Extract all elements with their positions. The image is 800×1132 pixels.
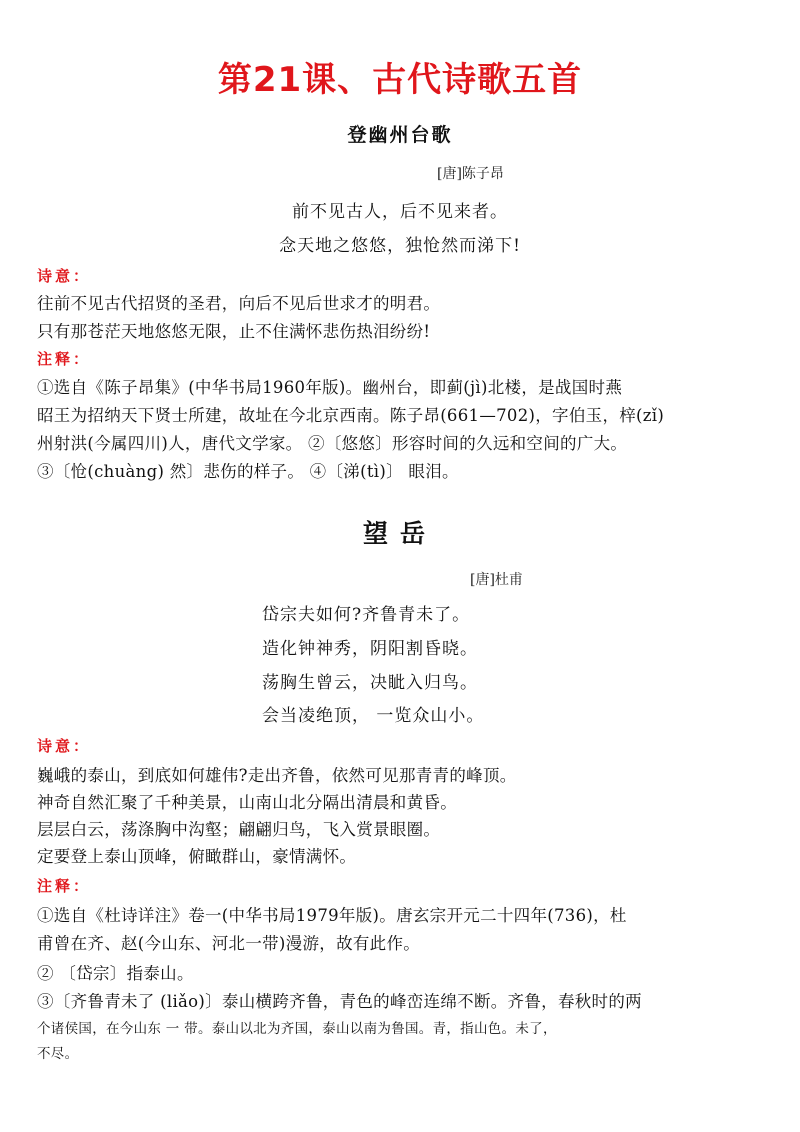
- verse-line: 念天地之悠悠，独怆然而涕下!: [279, 236, 521, 256]
- note-line: ①选自《陈子昂集》(中华书局1960年版)。幽州台，即蓟(jì)北楼，是战国时燕: [37, 378, 623, 397]
- meaning-line: 定要登上泰山顶峰，俯瞰群山，豪情满怀。: [37, 847, 357, 866]
- verse-line: 前不见古人，后不见来者。: [292, 202, 508, 222]
- verse-line: 会当凌绝顶， 一览众山小。: [262, 706, 485, 726]
- poem-title: 登幽州台歌: [347, 124, 453, 146]
- note-line: 昭王为招纳天下贤士所建，故址在今北京西南。陈子昂(661—702)，字伯玉，梓(zǐ): [37, 406, 665, 425]
- poem-author: [唐]杜甫: [470, 572, 523, 588]
- meaning-line: 层层白云，荡涤胸中沟壑；翩翩归鸟，飞入赏景眼圈。: [37, 820, 441, 839]
- meaning-label: 诗意：: [37, 737, 92, 755]
- note-line: ③〔怆(chuàng) 然〕悲伤的样子。 ④〔涕(tì)〕 眼泪。: [37, 462, 459, 481]
- notes-label: 注释：: [37, 350, 92, 368]
- notes-label: 注释：: [37, 877, 92, 895]
- note-line: 甫曾在齐、赵(今山东、河北一带)漫游，故有此作。: [37, 934, 421, 953]
- note-line: 不尽。: [37, 1046, 79, 1062]
- meaning-line: 巍峨的泰山，到底如何雄伟?走出齐鲁，依然可见那青青的峰顶。: [37, 766, 517, 785]
- verse-line: 造化钟神秀，阴阳割昏晓。: [262, 639, 478, 659]
- lesson-title: 第21课、古代诗歌五首: [217, 60, 583, 100]
- verse-line: 荡胸生曾云，决眦入归鸟。: [262, 673, 478, 693]
- note-line: ② 〔岱宗〕指泰山。: [37, 964, 194, 983]
- meaning-line: 往前不见古代招贤的圣君，向后不见后世求才的明君。: [37, 294, 441, 313]
- meaning-line: 神奇自然汇聚了千种美景，山南山北分隔出清晨和黄昏。: [37, 793, 457, 812]
- poem-title: 望岳: [362, 519, 437, 548]
- verse-line: 岱宗夫如何?齐鲁青未了。: [262, 605, 471, 625]
- note-line: 个诸侯国，在今山东 一 带。泰山以北为齐国，泰山以南为鲁国。青，指山色。未了，: [37, 1021, 557, 1037]
- note-line: 州射洪(今属四川)人，唐代文学家。 ②〔悠悠〕形容时间的久远和空间的广大。: [37, 434, 628, 453]
- meaning-line: 只有那苍茫天地悠悠无限，止不住满怀悲伤热泪纷纷!: [37, 322, 431, 341]
- poem-author: [唐]陈子昂: [437, 166, 504, 182]
- note-line: ①选自《杜诗详注》卷一(中华书局1979年版)。唐玄宗开元二十四年(736)，杜: [37, 906, 627, 925]
- meaning-label: 诗意：: [37, 267, 92, 285]
- note-line: ③〔齐鲁青未了 (liǎo)〕泰山横跨齐鲁，青色的峰峦连绵不断。齐鲁，春秋时的两: [37, 992, 642, 1011]
